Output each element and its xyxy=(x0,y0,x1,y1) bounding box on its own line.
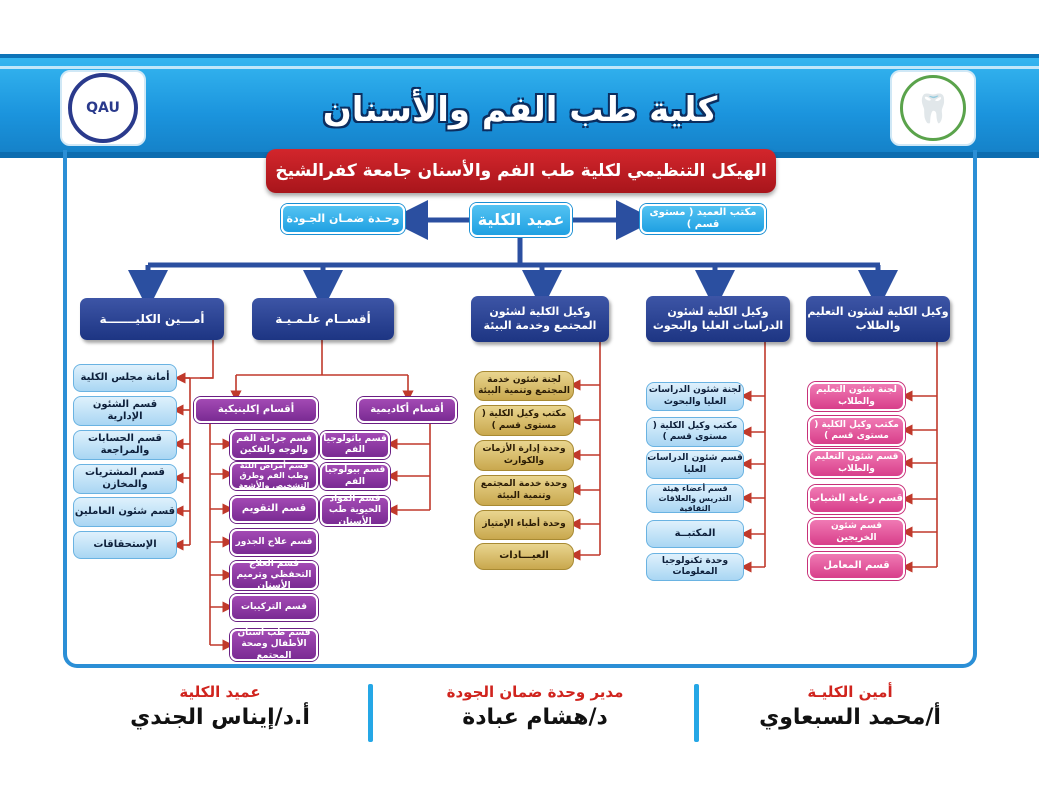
secretary-item: قسم شئون العاملين xyxy=(73,497,177,527)
secretary-box: أمـــين الكليـــــــة xyxy=(80,298,224,340)
education-item: قسم شئون الخريجين xyxy=(808,518,905,547)
secretary-item: قسم الحسابات والمراجعة xyxy=(73,430,177,460)
signature-block-quality xyxy=(420,683,650,730)
graduate-item: لجنة شئون الدراسات العليا والبحوث xyxy=(646,382,744,411)
clinical-dept-item: قسم علاج الجذور xyxy=(230,529,318,556)
signature-block-dean xyxy=(110,683,330,730)
signature-divider xyxy=(368,684,373,742)
clinical-dept-item: قسم العلاج التحفظي وترميم الأسنان xyxy=(230,561,318,590)
quality-unit-box: وحـدة ضمـان الجـودة xyxy=(281,204,405,234)
signature-title: عميد الكلية xyxy=(179,683,261,701)
logo-text: QAU xyxy=(86,100,120,116)
clinical-dept-item: قسم التقويم xyxy=(230,496,318,523)
community-item: العيـــادات xyxy=(474,543,574,570)
secretary-item: قسم المشتريات والمخازن xyxy=(73,464,177,494)
education-item: مكتب وكيل الكلية ( مستوى قسم ) xyxy=(808,416,905,446)
clinical-dept-item: قسم التركيبات xyxy=(230,594,318,621)
graduate-item: المكتبــة xyxy=(646,520,744,548)
graduate-item: قسم أعضاء هيئة التدريس والعلاقات الثقافية xyxy=(646,484,744,513)
academic-dept-item: قسم باثولوجيا الفم xyxy=(320,431,390,459)
vice-dean-graduate-box: وكيل الكلية لشئون الدراسات العليا والبحوث xyxy=(646,296,790,342)
graduate-item: وحدة تكنولوجيا المعلومات xyxy=(646,553,744,581)
academic-dept-item: قسم بيولوجيا الفم xyxy=(320,463,390,490)
community-item: وحدة أطباء الإمتياز xyxy=(474,510,574,540)
community-item: لجنة شئون خدمة المجتمع وتنمية البيئة xyxy=(474,371,574,401)
signature-divider xyxy=(694,684,699,742)
education-item: قسم رعاية الشباب xyxy=(808,485,905,514)
signature-block-secretary xyxy=(740,683,960,730)
secretary-item: الإستحقاقات xyxy=(73,531,177,559)
community-item: وحدة خدمة المجتمع وتنمية البيئة xyxy=(474,475,574,506)
clinical-dept-item: قسم أمراض اللثة وطب الفم وطرق التشخيص والأشعة xyxy=(230,462,318,490)
dean-box: عميد الكلية xyxy=(470,203,572,237)
community-item: وحدة إدارة الأزمات والكوارث xyxy=(474,440,574,471)
education-item: قسم شئون التعليم والطلاب xyxy=(808,449,905,478)
academic-dept-item: قسم المواد الحيوية طب الأسنان xyxy=(320,496,390,526)
page-title: كلية طب الفم والأسنان xyxy=(322,90,718,130)
clinical-dept-item: قسم طب أسنان الأطفال وصحة المجتمع xyxy=(230,629,318,661)
clinical-dept-item: قسم جراحة الفم والوجه والفكين xyxy=(230,430,318,460)
chart-banner: الهيكل التنظيمي لكلية طب الفم والأسنان جامعة كفرالشيخ xyxy=(266,149,776,193)
scientific-depts-box: أقســام علـمـيـة xyxy=(252,298,394,340)
signature-name: أ/محمد السبعاوي xyxy=(759,705,941,730)
community-item: مكتب وكيل الكلية ( مستوى قسم ) xyxy=(474,405,574,436)
vice-dean-education-box: وكيل الكلية لشئون التعليم والطلاب xyxy=(806,296,950,342)
education-item: قسم المعامل xyxy=(808,552,905,580)
graduate-item: قسم شئون الدراسات العليا xyxy=(646,450,744,479)
tooth-emblem-icon: 🦷 xyxy=(900,75,966,141)
signature-title: أمين الكليـة xyxy=(807,683,893,701)
secretary-item: قسم الشئون الإدارية xyxy=(73,396,177,426)
signature-name: أ.د/إيناس الجندي xyxy=(130,705,310,730)
dean-office-box: مكتب العميد ( مستوى قسم ) xyxy=(640,204,766,234)
academic-depts-box: أقسام أكاديمية xyxy=(357,397,457,423)
signature-name: د/هشام عبادة xyxy=(462,705,608,730)
graduate-item: مكتب وكيل الكلية ( مستوى قسم ) xyxy=(646,417,744,447)
vice-dean-community-box: وكيل الكلية لشئون المجتمع وخدمة البيئة xyxy=(471,296,609,342)
secretary-item: أمانة مجلس الكلية xyxy=(73,364,177,392)
education-item: لجنة شئون التعليم والطلاب xyxy=(808,382,905,411)
signature-title: مدير وحدة ضمان الجودة xyxy=(446,683,624,701)
clinical-depts-box: أقسام إكلينيكية xyxy=(194,397,318,423)
